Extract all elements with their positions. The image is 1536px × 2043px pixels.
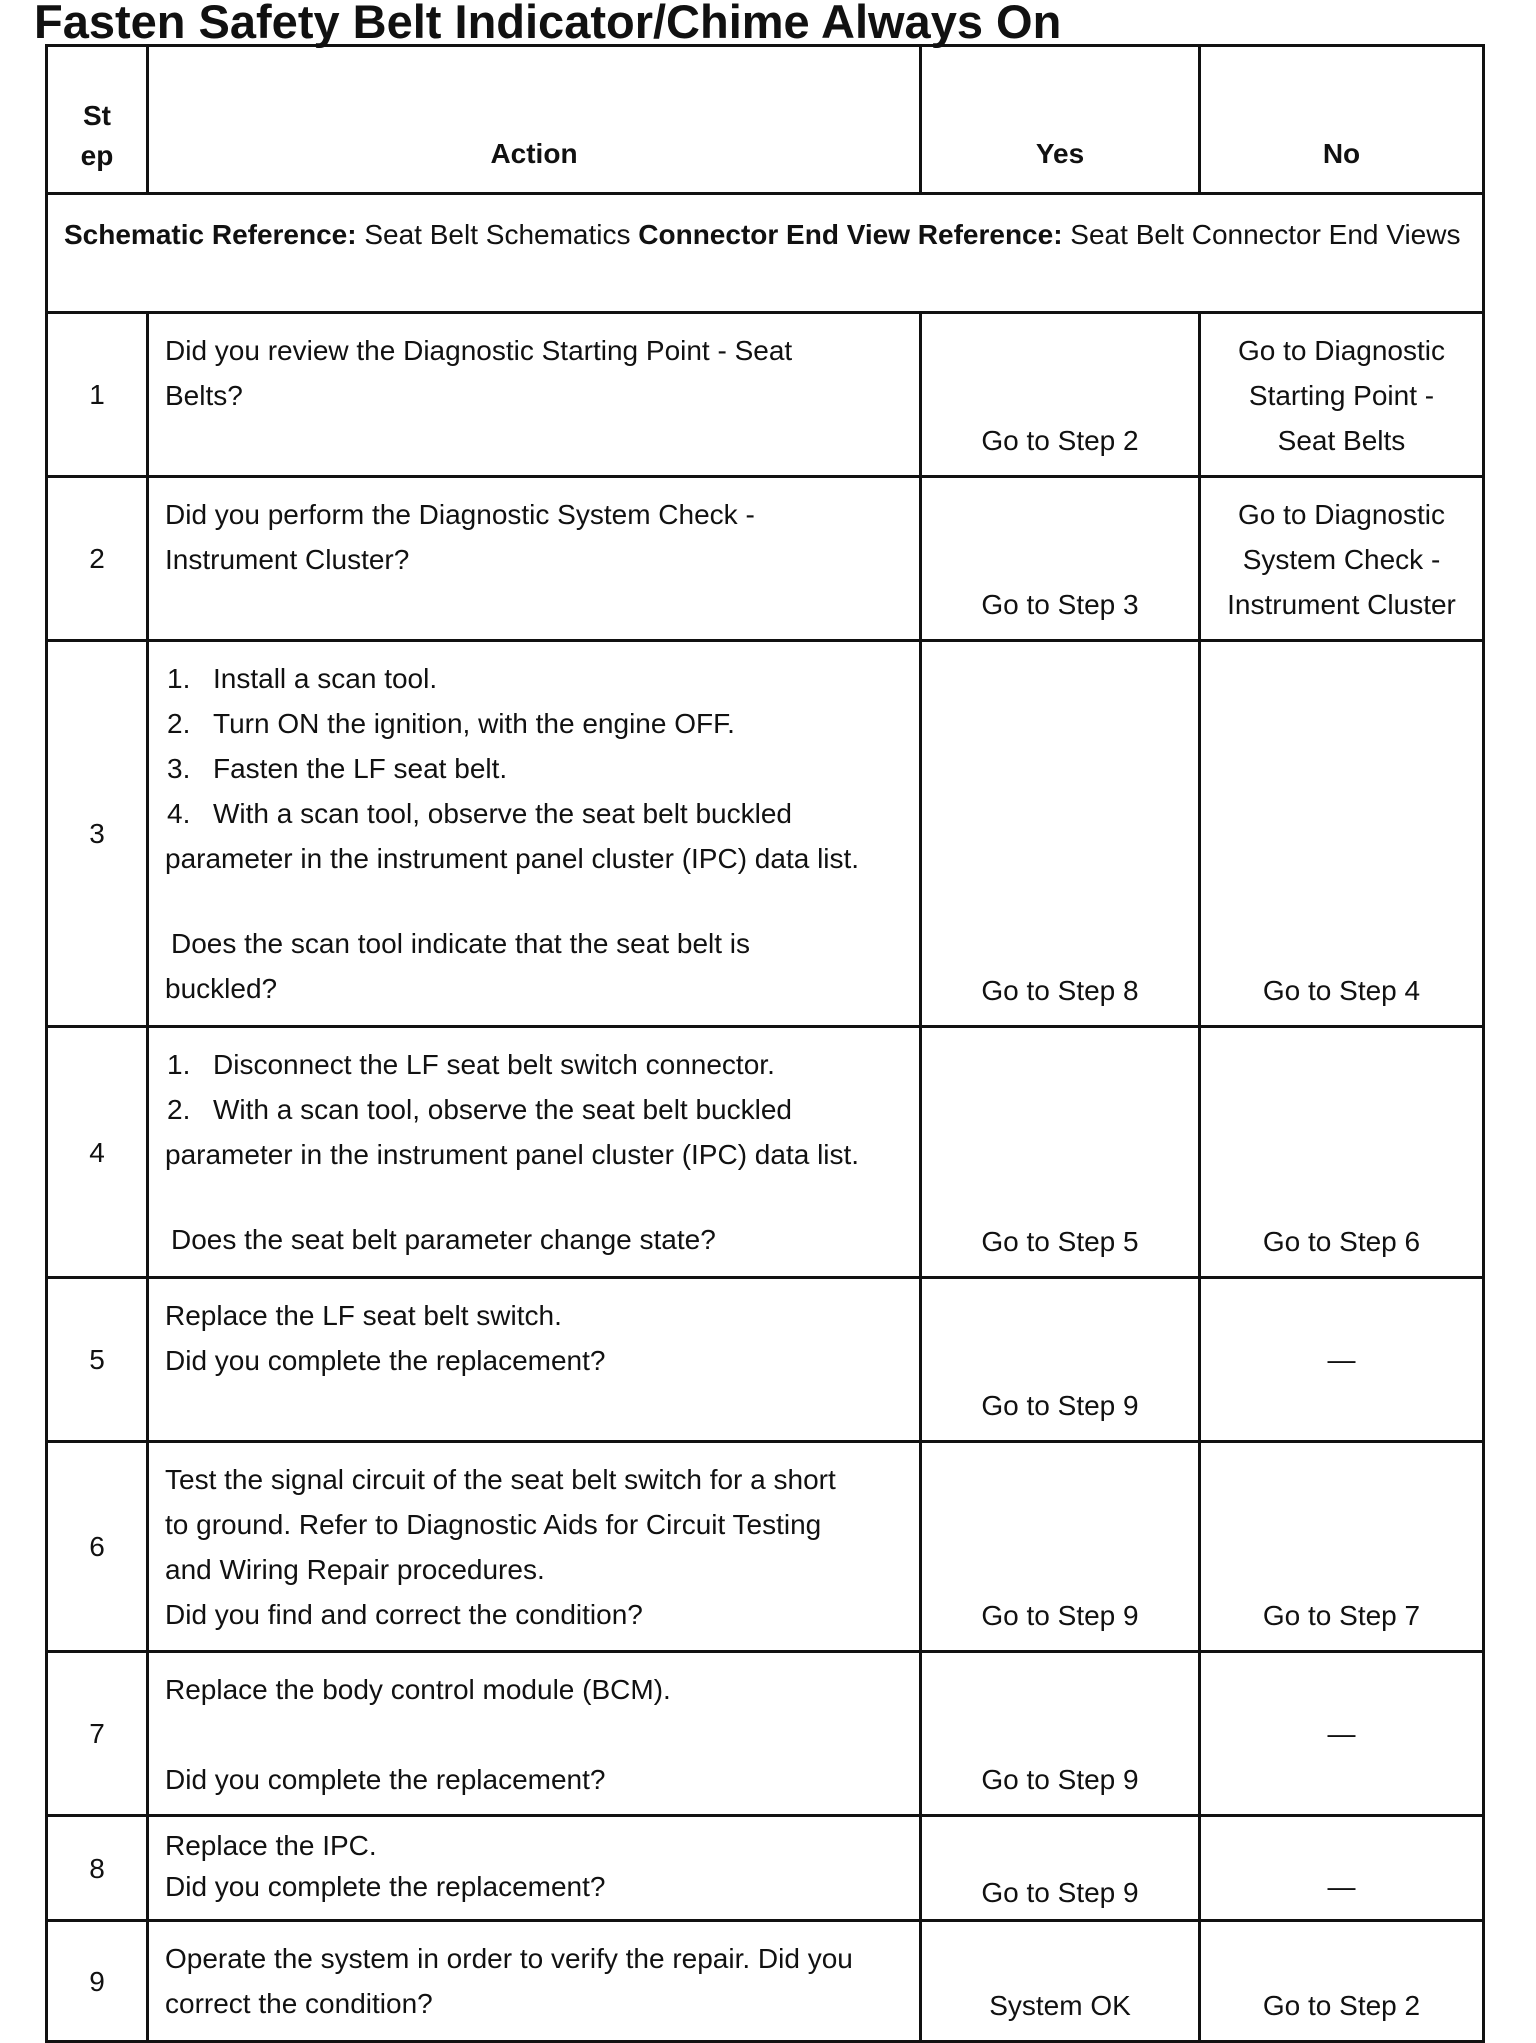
step-yes: Go to Step 9 <box>921 1652 1200 1816</box>
list-number: 2. <box>167 708 191 739</box>
table-row <box>47 477 1484 641</box>
action-line: Did you complete the replacement? <box>165 1871 606 1902</box>
step-action <box>148 1442 921 1652</box>
step-no <box>1200 477 1484 641</box>
diagnostic-table <box>45 44 1485 2043</box>
list-number: 1. <box>167 663 191 694</box>
header-action: Action <box>148 46 921 194</box>
step-yes: Go to Step 9 <box>921 1442 1200 1652</box>
action-continuation: parameter in the instrument panel cluster (IPC) data list. <box>165 1139 860 1170</box>
step-no: Go to Step 6 <box>1200 1027 1484 1278</box>
action-line: and Wiring Repair procedures. <box>165 1554 545 1585</box>
step-yes: Go to Step 9 <box>921 1816 1200 1921</box>
step-number: 5 <box>47 1278 148 1442</box>
list-item <box>165 1087 905 1132</box>
table-row <box>47 1278 1484 1442</box>
header-step-line2: ep <box>80 140 114 171</box>
list-item <box>165 656 905 701</box>
list-item <box>165 746 905 791</box>
table-row <box>47 313 1484 477</box>
table-row <box>47 1652 1484 1816</box>
action-question: buckled? <box>165 973 278 1004</box>
step-no: — <box>1200 1816 1484 1921</box>
action-continuation: parameter in the instrument panel cluster (IPC) data list. <box>165 843 860 874</box>
action-line: Belts? <box>165 380 243 411</box>
step-number: 6 <box>47 1442 148 1652</box>
action-line: to ground. Refer to Diagnostic Aids for Circuit Testing <box>165 1509 822 1540</box>
step-number: 1 <box>47 313 148 477</box>
action-line: Operate the system in order to verify the repair. Did you <box>165 1943 853 1974</box>
list-number: 1. <box>167 1049 191 1080</box>
connector-value: Seat Belt Connector End Views <box>1062 219 1461 250</box>
action-line: Instrument Cluster? <box>165 544 410 575</box>
action-line: Did you perform the Diagnostic System Check - <box>165 499 755 530</box>
header-no: No <box>1200 46 1484 194</box>
connector-label: Connector End View Reference: <box>638 219 1063 250</box>
step-no: — <box>1200 1278 1484 1442</box>
action-line: Did you review the Diagnostic Starting Point - Seat <box>165 335 793 366</box>
list-item <box>165 791 905 836</box>
action-question: Does the scan tool indicate that the seat belt is <box>171 928 751 959</box>
list-number: 2. <box>167 1094 191 1125</box>
reference-row <box>47 194 1484 313</box>
step-action <box>148 1816 921 1921</box>
step-yes: Go to Step 2 <box>921 313 1200 477</box>
step-action <box>148 313 921 477</box>
no-line: Seat Belts <box>1277 425 1406 456</box>
step-number: 7 <box>47 1652 148 1816</box>
header-row <box>47 46 1484 194</box>
action-line: Test the signal circuit of the seat belt switch for a short <box>165 1464 836 1495</box>
header-step <box>47 46 148 194</box>
action-line: Replace the IPC. <box>165 1830 377 1861</box>
list-text: Install a scan tool. <box>213 663 438 694</box>
header-step-line1: St <box>83 100 111 131</box>
step-number: 3 <box>47 641 148 1027</box>
page-title: Fasten Safety Belt Indicator/Chime Always On <box>34 0 1062 48</box>
action-question: Does the seat belt parameter change state? <box>171 1224 716 1255</box>
no-line: Starting Point - <box>1248 380 1435 411</box>
step-yes: Go to Step 3 <box>921 477 1200 641</box>
step-action <box>148 641 921 1027</box>
schematic-label: Schematic Reference: <box>64 219 357 250</box>
step-number: 8 <box>47 1816 148 1921</box>
step-no: — <box>1200 1652 1484 1816</box>
step-number: 9 <box>47 1921 148 2042</box>
no-line: Instrument Cluster <box>1227 589 1456 620</box>
action-line: Did you complete the replacement? <box>165 1345 606 1376</box>
schematic-value: Seat Belt Schematics <box>356 219 639 250</box>
step-list <box>165 656 905 836</box>
step-action <box>148 1921 921 2042</box>
action-line: Replace the LF seat belt switch. <box>165 1300 562 1331</box>
list-text: Fasten the LF seat belt. <box>213 753 508 784</box>
step-no: Go to Step 2 <box>1200 1921 1484 2042</box>
step-action <box>148 477 921 641</box>
list-text: With a scan tool, observe the seat belt buckled <box>213 1094 792 1125</box>
table-row <box>47 641 1484 1027</box>
action-line: Did you complete the replacement? <box>165 1764 606 1795</box>
no-line: Go to Diagnostic <box>1238 499 1445 530</box>
action-line: Replace the body control module (BCM). <box>165 1674 671 1705</box>
step-no: Go to Step 7 <box>1200 1442 1484 1652</box>
step-action <box>148 1278 921 1442</box>
step-action <box>148 1027 921 1278</box>
step-action <box>148 1652 921 1816</box>
list-text: Turn ON the ignition, with the engine OFF. <box>213 708 735 739</box>
spacer <box>165 1712 905 1757</box>
list-number: 4. <box>167 798 191 829</box>
table-row <box>47 1027 1484 1278</box>
table-row <box>47 1816 1484 1921</box>
step-yes: Go to Step 8 <box>921 641 1200 1027</box>
list-text: Disconnect the LF seat belt switch connector. <box>213 1049 775 1080</box>
table-row <box>47 1921 1484 2042</box>
header-yes: Yes <box>921 46 1200 194</box>
no-line: System Check - <box>1242 544 1441 575</box>
step-no: Go to Step 4 <box>1200 641 1484 1027</box>
step-list <box>165 1042 905 1132</box>
list-text: With a scan tool, observe the seat belt buckled <box>213 798 792 829</box>
step-number: 2 <box>47 477 148 641</box>
step-yes: Go to Step 5 <box>921 1027 1200 1278</box>
list-item <box>165 701 905 746</box>
reference-cell <box>47 194 1484 313</box>
list-item <box>165 1042 905 1087</box>
action-line: correct the condition? <box>165 1988 433 2019</box>
step-number: 4 <box>47 1027 148 1278</box>
no-line: Go to Diagnostic <box>1238 335 1445 366</box>
step-yes: System OK <box>921 1921 1200 2042</box>
step-no <box>1200 313 1484 477</box>
action-line: Did you find and correct the condition? <box>165 1599 643 1630</box>
list-number: 3. <box>167 753 191 784</box>
step-yes: Go to Step 9 <box>921 1278 1200 1442</box>
table-row <box>47 1442 1484 1652</box>
